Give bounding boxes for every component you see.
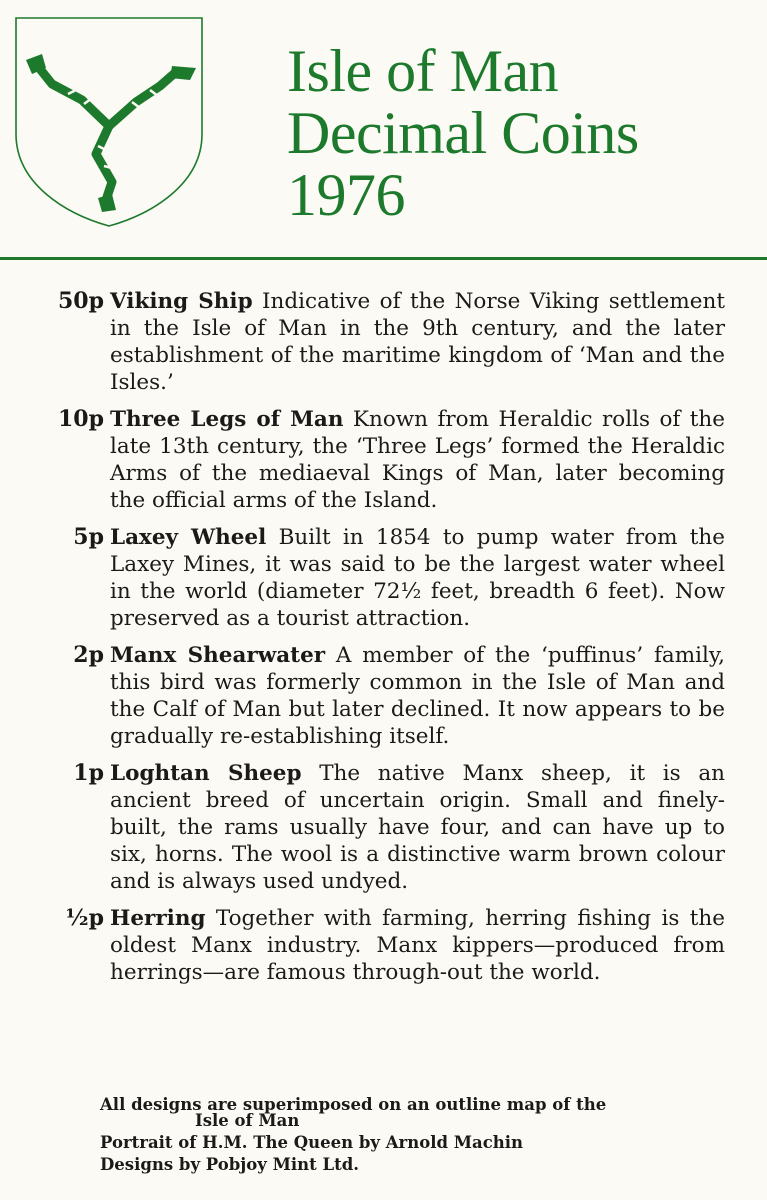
coin-denomination: 2p <box>73 642 104 668</box>
coin-name: Laxey Wheel <box>110 525 267 550</box>
coin-text: Indicative of the Norse Viking settlement in the Isle of Man in the 9th century, and the later establishment of the maritime kingdom of ‘Man and the Isles.’ <box>110 289 725 395</box>
coin-description <box>110 905 725 986</box>
coin-name: Herring <box>110 906 206 931</box>
three-legs-of-man-shield-icon <box>12 14 206 228</box>
coin-denomination: 10p <box>58 406 104 432</box>
title-line-3: 1976 <box>287 162 405 228</box>
coin-entry-2p <box>0 642 767 750</box>
title-line-1: Isle of Man <box>287 38 559 104</box>
footer-note-continued: Isle of Man <box>195 1111 300 1130</box>
coin-text: Known from Heraldic rolls of the late 13th century, the ‘Three Legs’ formed the Heraldic Arms of the mediaeval Kings of Man, later becoming the official arms of the Island. <box>110 407 725 513</box>
coin-entry-5p <box>0 524 767 632</box>
coin-denomination: ½p <box>65 905 104 931</box>
coin-description <box>110 288 725 396</box>
page-title <box>287 40 639 226</box>
coin-description <box>110 524 725 632</box>
header-divider <box>0 257 767 260</box>
coin-entry-half-penny <box>0 905 767 986</box>
coin-name: Loghtan Sheep <box>110 761 302 786</box>
coin-list <box>0 288 767 996</box>
coin-text: The native Manx sheep, it is an ancient breed of uncertain origin. Small and finely-built, the rams usually have four, and can have up to six, horns. The wool is a distinctive warm brown colour and is always used undyed. <box>110 761 726 894</box>
coin-description <box>110 406 725 514</box>
coin-entry-10p <box>0 406 767 514</box>
title-line-2: Decimal Coins <box>287 100 639 166</box>
design-credit: Designs by Pobjoy Mint Ltd. <box>100 1155 360 1174</box>
portrait-credit: Portrait of H.M. The Queen by Arnold Machin <box>100 1133 524 1152</box>
header <box>0 0 767 262</box>
coin-entry-50p <box>0 288 767 396</box>
footer-note: All designs are superimposed on an outline map of the <box>100 1095 607 1114</box>
coin-text: Together with farming, herring fishing is the oldest Manx industry. Manx kippers—produced from herrings—are famous through-out the world. <box>110 906 725 985</box>
coin-text: Built in 1854 to pump water from the Laxey Mines, it was said to be the largest water wheel in the world (diameter 72½ feet, breadth 6 feet). Now preserved as a tourist attraction. <box>110 525 725 631</box>
coin-text: A member of the ‘puffinus’ family, this bird was formerly common in the Isle of Man and the Calf of Man but later declined. It now appears to be gradually re-establishing itself. <box>110 643 725 749</box>
coin-name: Three Legs of Man <box>110 407 344 432</box>
coin-entry-1p <box>0 760 767 895</box>
coin-name: Manx Shearwater <box>110 643 326 668</box>
coin-denomination: 50p <box>58 288 104 314</box>
coin-denomination: 5p <box>73 524 104 550</box>
footer-credits <box>100 1094 740 1176</box>
coin-description <box>110 760 725 895</box>
coin-denomination: 1p <box>73 760 104 786</box>
coin-name: Viking Ship <box>110 289 253 314</box>
coin-description <box>110 642 725 750</box>
